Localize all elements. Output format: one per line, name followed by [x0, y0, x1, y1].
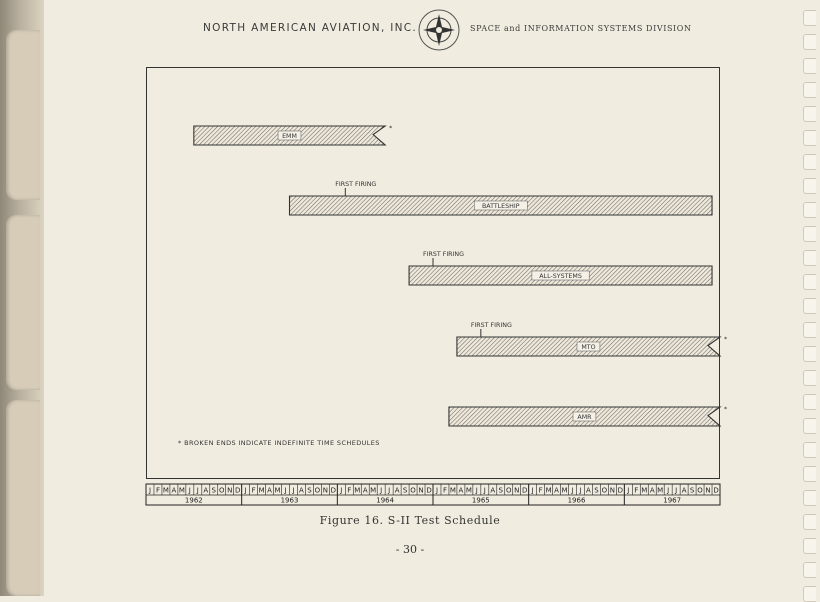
month-tick-label: S — [498, 486, 503, 495]
month-tick-label: M — [370, 486, 377, 495]
gantt-bar-amr — [449, 406, 727, 426]
month-tick-label: J — [435, 486, 439, 495]
month-tick-label: O — [697, 486, 703, 495]
bar-asterisk: * — [389, 125, 393, 132]
division-name: SPACE and INFORMATION SYSTEMS DIVISION — [470, 24, 692, 33]
month-tick-label: J — [627, 486, 630, 495]
month-tick-label: A — [681, 486, 687, 495]
month-tick-label: O — [601, 486, 608, 495]
gantt-bar-emm — [194, 125, 392, 145]
month-tick-label: M — [449, 486, 456, 495]
month-tick-label: M — [545, 486, 552, 495]
month-tick-label: J — [475, 486, 478, 495]
month-tick-label: N — [609, 486, 615, 495]
month-tick-label: F — [155, 486, 160, 495]
month-tick-label: O — [410, 486, 416, 495]
bar-label: BATTLESHIP — [481, 202, 520, 210]
month-tick-label: F — [442, 486, 447, 495]
month-tick-label: J — [340, 486, 343, 495]
bar-asterisk: * — [724, 406, 728, 413]
month-tick-label: J — [388, 486, 391, 495]
bar-label: ALL-SYSTEMS — [539, 272, 582, 280]
figure-caption: Figure 16. S-II Test Schedule — [319, 514, 501, 527]
month-tick-label: J — [667, 486, 670, 495]
month-tick-label: F — [251, 486, 256, 495]
month-tick-label: J — [579, 486, 582, 495]
month-tick-label: S — [402, 486, 408, 495]
bar-label: AMR — [577, 413, 592, 421]
month-tick-label: S — [594, 486, 599, 495]
month-tick-label: D — [234, 486, 241, 495]
month-tick-label: M — [162, 486, 169, 495]
month-tick-label: M — [274, 486, 281, 495]
month-tick-label: J — [284, 486, 287, 495]
month-tick-label: J — [483, 486, 486, 495]
year-tick-label: 1967 — [663, 496, 682, 505]
month-tick-label: S — [307, 486, 312, 495]
page-number: - 30 - — [395, 543, 425, 556]
month-tick-label: F — [634, 486, 639, 495]
month-tick-label: O — [314, 486, 321, 495]
month-tick-label: O — [505, 486, 512, 495]
month-tick-label: S — [211, 486, 216, 495]
month-tick-label: D — [617, 486, 624, 495]
bar-label: EMM — [282, 132, 297, 140]
year-tick-label: 1962 — [184, 496, 203, 505]
month-tick-label: A — [299, 486, 304, 495]
month-tick-label: M — [178, 486, 185, 495]
month-tick-label: J — [196, 486, 199, 495]
month-tick-label: N — [322, 486, 328, 495]
month-tick-label: J — [571, 486, 574, 495]
month-tick-label: M — [561, 486, 568, 495]
milestone-label: FIRST FIRING — [423, 251, 465, 258]
gantt-bar-battleship — [290, 181, 713, 215]
year-tick-label: 1965 — [471, 496, 490, 505]
year-tick-label: 1963 — [280, 496, 299, 505]
gantt-bar-mto — [457, 322, 727, 356]
month-tick-label: D — [713, 486, 719, 495]
gantt-bar-all-systems — [409, 251, 712, 285]
month-tick-label: J — [675, 486, 678, 495]
month-tick-label: J — [380, 486, 383, 495]
month-tick-label: A — [586, 486, 591, 495]
month-tick-label: A — [490, 486, 496, 495]
month-tick-label: J — [244, 486, 247, 495]
milestone-label: FIRST FIRING — [470, 322, 512, 329]
month-tick-label: M — [465, 486, 472, 495]
month-tick-label: A — [171, 486, 177, 495]
month-tick-label: J — [188, 486, 191, 495]
bar-asterisk: * — [724, 336, 728, 343]
year-tick-label: 1966 — [567, 496, 586, 505]
month-tick-label: J — [292, 486, 295, 495]
company-name: NORTH AMERICAN AVIATION, INC. — [203, 22, 418, 34]
month-tick-label: A — [458, 486, 464, 495]
month-tick-label: A — [649, 486, 655, 495]
month-tick-label: S — [689, 486, 695, 495]
month-tick-label: J — [531, 486, 534, 495]
month-tick-label: A — [362, 486, 368, 495]
month-tick-label: J — [148, 486, 152, 495]
month-tick-label: M — [354, 486, 361, 495]
month-tick-label: D — [330, 486, 337, 495]
month-tick-label: F — [347, 486, 352, 495]
bar-label: MTO — [581, 343, 596, 351]
month-tick-label: A — [203, 486, 209, 495]
month-tick-label: M — [258, 486, 265, 495]
month-tick-label: O — [218, 486, 225, 495]
month-tick-label: F — [538, 486, 543, 495]
month-tick-label: D — [521, 486, 528, 495]
month-tick-label: N — [705, 486, 711, 495]
month-tick-label: M — [657, 486, 664, 495]
month-tick-label: A — [267, 486, 272, 495]
month-tick-label: A — [554, 486, 559, 495]
month-tick-label: N — [227, 486, 233, 495]
milestone-label: FIRST FIRING — [335, 181, 377, 188]
month-tick-label: A — [394, 486, 400, 495]
month-tick-label: N — [418, 486, 424, 495]
month-tick-label: N — [514, 486, 520, 495]
month-tick-label: D — [426, 486, 432, 495]
month-tick-label: M — [641, 486, 648, 495]
chart-note: * BROKEN ENDS INDICATE INDEFINITE TIME SCHEDULES — [178, 439, 380, 447]
year-tick-label: 1964 — [376, 496, 395, 505]
